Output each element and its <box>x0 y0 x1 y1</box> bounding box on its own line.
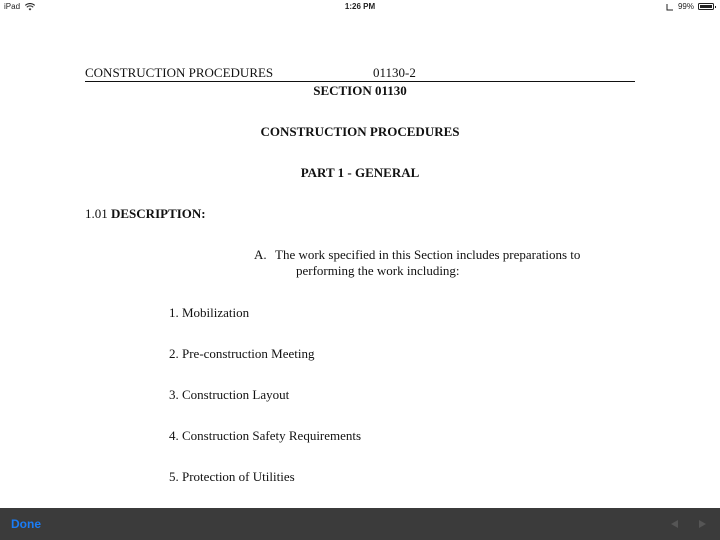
running-header <box>85 65 635 82</box>
document-title: CONSTRUCTION PROCEDURES <box>260 124 460 139</box>
bottom-toolbar <box>0 508 720 540</box>
battery-icon <box>698 3 714 10</box>
list-item: 2. Pre-construction Meeting <box>169 346 315 361</box>
status-right <box>666 2 714 11</box>
list-item: 1. Mobilization <box>169 305 250 320</box>
document-page <box>0 14 720 508</box>
battery-fill <box>700 5 712 8</box>
list-item: 5. Protection of Utilities <box>169 469 295 484</box>
running-header-title: CONSTRUCTION PROCEDURES <box>85 65 274 80</box>
previous-arrow-icon[interactable] <box>668 518 680 530</box>
list-item: 3. Construction Layout <box>169 387 290 402</box>
next-arrow-icon[interactable] <box>697 518 709 530</box>
list-item: 4. Construction Safety Requirements <box>169 428 362 443</box>
subsection-title: DESCRIPTION: <box>111 206 206 221</box>
part-heading: PART 1 - GENERAL <box>300 165 420 180</box>
orientation-lock-icon <box>666 3 674 11</box>
status-time: 1:26 PM <box>344 2 376 11</box>
paragraph-a <box>254 247 635 279</box>
paragraph-label: A. <box>254 247 267 262</box>
subsection-heading <box>85 206 206 222</box>
section-heading: SECTION 01130 <box>313 83 407 98</box>
done-button[interactable]: Done <box>11 517 41 531</box>
status-bar <box>0 0 720 14</box>
battery-percent: 99% <box>677 2 694 11</box>
running-header-page-number: 01130-2 <box>373 65 416 80</box>
device-label: iPad <box>4 2 21 11</box>
paragraph-line-1: The work specified in this Section includes preparations to <box>275 247 581 262</box>
paragraph-line-2: performing the work including: <box>296 263 460 278</box>
subsection-number: 1.01 <box>85 206 108 221</box>
